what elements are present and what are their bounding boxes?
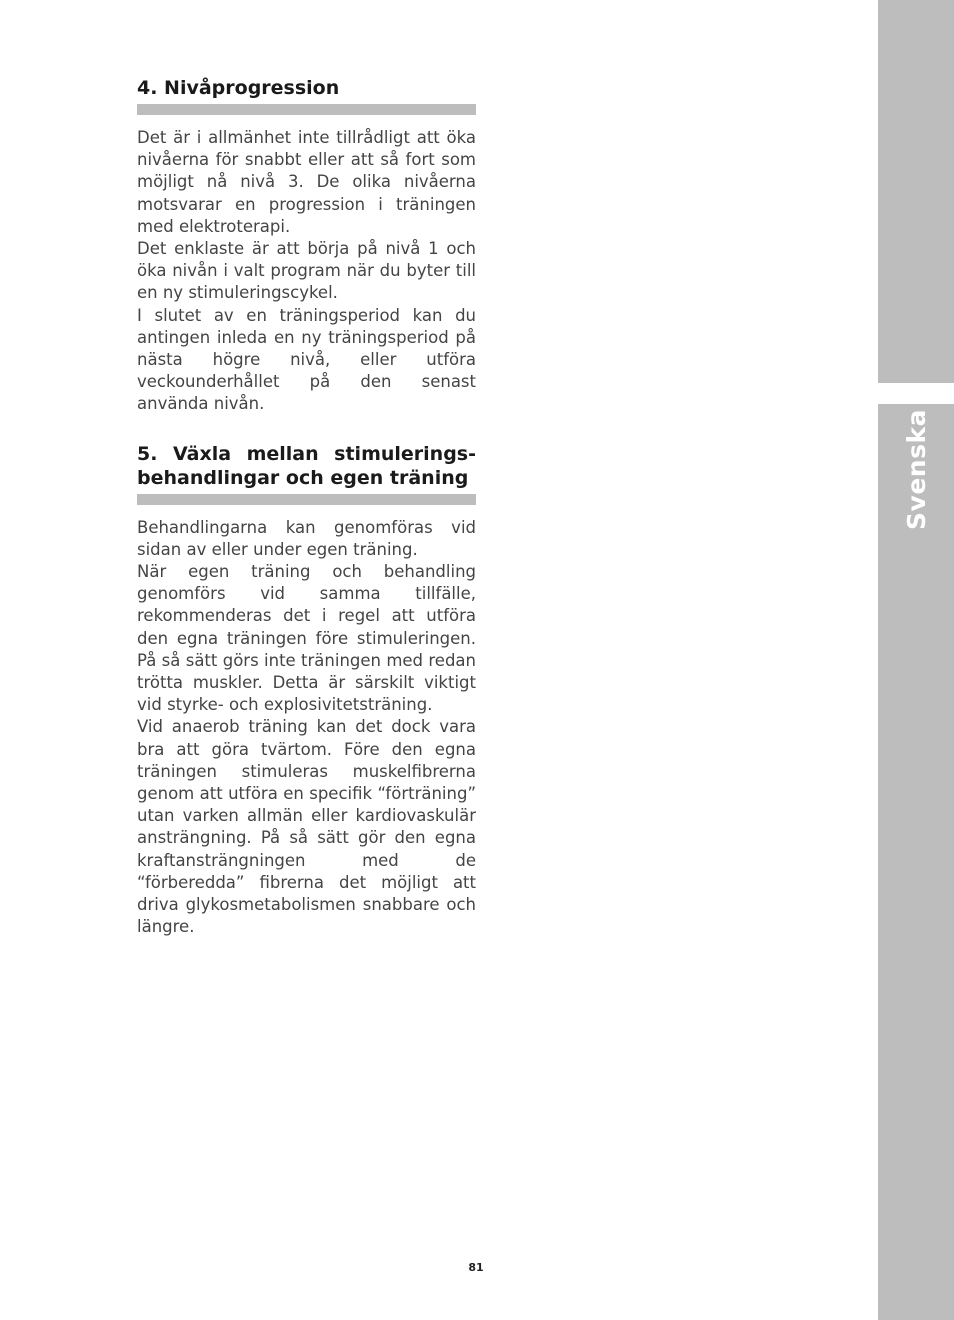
section-niva-progression (137, 76, 476, 416)
page-number: 81 (468, 1261, 484, 1274)
paragraph: Vid anaerob träning kan det dock vara bra att göra tvärtom. Före den egna träningen stimuleras muskelfibrerna genom att utföra en specifik “förträning” utan varken allmän eller kardiovaskulär ansträngning. På så sätt gör den egna kraftansträngningen med de “förberedda” fibrerna det möjligt att driva glykosmetabolismen snabbare och längre. (137, 717, 476, 937)
side-tab-upper (878, 0, 954, 383)
paragraph: Behandlingarna kan genomföras vid sidan av eller under egen träning. (137, 517, 476, 559)
heading-rule (137, 494, 476, 505)
paragraph: Det är i allmänhet inte tillrådligt att öka nivåerna för snabbt eller att så fort som möjligt nå nivå 3. De olika nivåerna motsvarar en progression i träningen med elektroterapi. (137, 128, 476, 236)
section-heading: 5. Växla mellan stimulerings-behandlingar och egen träning (137, 442, 476, 489)
language-tab-label: Svenska (901, 408, 931, 530)
heading-rule (137, 104, 476, 115)
paragraph: I slutet av en träningsperiod kan du antingen inleda en ny träningsperiod på nästa högre nivå, eller utföra veckounderhållet på den senast använda nivån. (137, 305, 476, 414)
paragraph: När egen träning och behandling genomförs vid samma tillfälle, rekommenderas det i regel att utföra den egna träningen före stimuleringen. På så sätt görs inte träningen med redan trötta muskler. Detta är särskilt viktigt vid styrke- och explosivitetsträning. (137, 562, 476, 715)
side-tab-lower (878, 404, 954, 1320)
section-vaxla-mellan (137, 442, 476, 939)
language-tab (878, 404, 954, 534)
section-heading: 4. Nivåprogression (137, 77, 340, 99)
paragraph: Det enklaste är att börja på nivå 1 och öka nivån i valt program när du byter till en ny stimuleringscykel. (137, 239, 476, 303)
text-column (137, 76, 476, 939)
